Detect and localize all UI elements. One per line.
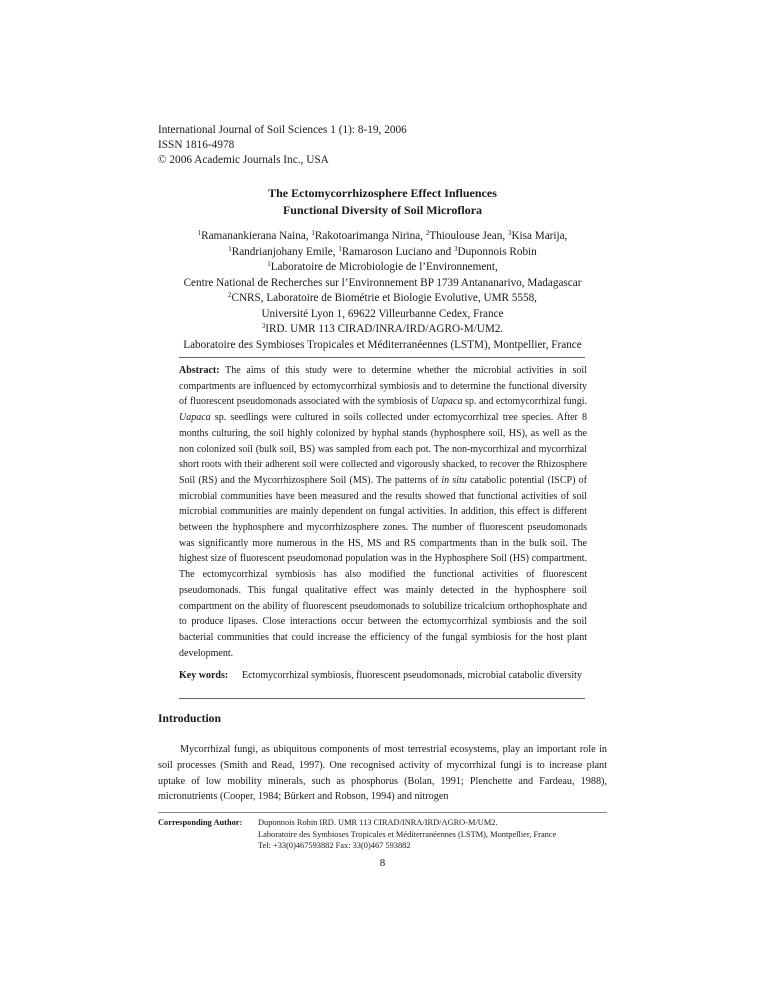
abstract-term: in situ: [441, 474, 467, 486]
keywords-bottom-rule: [179, 698, 585, 699]
abstract-top-rule: [179, 357, 585, 358]
author-affiliation-mark: 1: [197, 229, 202, 237]
affiliation-mark: 1: [267, 260, 271, 268]
affiliation-2-line-1: [0, 291, 765, 307]
affiliation-1-line-2: Centre National de Recherches sur l’Environnement BP 1739 Antananarivo, Madagascar: [183, 276, 582, 289]
affiliation-mark: 2: [228, 291, 232, 299]
author-name: Thioulouse Jean,: [429, 230, 508, 242]
corresponding-author-label: Corresponding Author:: [158, 818, 243, 827]
abstract-text: catabolic potential (ISCP) of microbial communities have been measured and the results showed that functional activities of soil microbial communities are mainly dependent on fungal activities. In addition, this effect is different between the hyphosphere and mycorrhizosphere zones. The number of fluorescent pseudomonads was significantly more numerous in the HS, MS and RS compartments than in the bulk soil. The highest size of fluorescent pseudomonad population was in the Hyphosphere Soil (HS) compartment. The ectomycorrhizal symbiosis has also modified the functional activities of fluorescent pseudomonads. This fungal qualitative effect was mainly detected in the hyphosphere soil compartment on the ability of fluorescent pseudomonads to solubilize tricalcium orthophosphate and to produce lipases. Close interactions occur between the ectomycorrhizal symbiosis and the soil bacterial communities that could increase the efficiency of the fungal symbiosis for the host plant development.: [179, 474, 587, 659]
abstract-genus: Uapaca: [430, 396, 463, 408]
author-name: Randrianjohany Emile,: [231, 245, 339, 258]
author-line-1: [0, 229, 765, 245]
author-name: Duponnois Robin: [457, 245, 537, 258]
keywords-text: Ectomycorrhizal symbiosis, fluorescent pseudomonads, microbial catabolic diversity: [242, 670, 582, 681]
page-number: 8: [379, 857, 386, 869]
author-affiliation-mark: 1: [311, 229, 315, 237]
journal-header: [158, 123, 407, 168]
author-affiliation-mark: 2: [425, 229, 430, 237]
affiliation-text: CNRS, Laboratoire de Biométrie et Biologie Evolutive, UMR 5558,: [231, 292, 537, 304]
author-line-2: [0, 245, 765, 261]
footnote-rule: [158, 812, 607, 813]
corresponding-author-line-2: Laboratoire des Symbioses Tropicales et Méditerranéennes (LSTM), Montpellier, France: [258, 829, 557, 839]
abstract-text: sp. and ectomycorrhizal fungi.: [462, 396, 588, 408]
author-block: [0, 229, 765, 353]
affiliation-text: Laboratoire de Microbiologie de l’Environnement,: [270, 261, 498, 273]
abstract: [179, 363, 587, 661]
affiliation-mark: 3: [261, 322, 266, 330]
journal-copyright: © 2006 Academic Journals Inc., USA: [158, 154, 329, 166]
abstract-label: Abstract:: [179, 365, 220, 376]
corresponding-author-line-3: Tel: +33(0)467593882 Fax: 33(0)467 593882: [258, 841, 411, 850]
journal-citation: International Journal of Soil Sciences 1 (1): 8-19, 2006: [158, 124, 407, 136]
author-affiliation-mark: 1: [228, 244, 232, 253]
author-name: Rakotoarimanga Nirina,: [314, 230, 426, 242]
author-name: Ramanankierana Naina,: [201, 230, 312, 242]
keywords-label: Key words:: [179, 670, 229, 681]
abstract-text: sp. seedlings were cultured in soils collected under ectomycorrhizal tree species. After 8 months culturing, the soil highly colonized by hyphal stands (hyphosphere soil, HS), as well as the non colonized soil (bulk soil, BS) was sampled from each pot. The non-mycorrhizal and mycorrhizal short roots with their adherent soil were collected and vigorously shacked, to recover the Rhizosphere Soil (RS) and the Mycorrhizosphere Soil (MS). The patterns of: [179, 412, 587, 486]
affiliation-2-line-2: Université Lyon 1, 69622 Villeurbanne Cedex, France: [261, 307, 504, 320]
title-line-1: The Ectomycorrhizosphere Effect Influences: [268, 186, 497, 200]
introduction-paragraph: Mycorrhizal fungi, as ubiquitous components of most terrestrial ecosystems, play an important role in soil processes (Smith and Read, 1997). One recognised activity of mycorrhizal fungi is to increase plant uptake of low mobility minerals, such as phosphorus (Bolan, 1991; Plenchette and Fardeau, 1988), micronutrients (Cooper, 1984; Bürkert and Robson, 1994) and nitrogen: [158, 744, 607, 803]
author-affiliation-mark: 3: [453, 244, 458, 253]
abstract-genus: Uapaca: [179, 412, 211, 424]
author-affiliation-mark: 3: [507, 229, 512, 237]
affiliation-3-line-2: Laboratoire des Symbioses Tropicales et Méditerranéennes (LSTM), Montpellier, France: [183, 338, 582, 351]
paper-title: [0, 185, 765, 219]
author-name: Ramaroson Luciano and: [341, 245, 454, 258]
title-line-2: Functional Diversity of Soil Microflora: [282, 203, 483, 217]
affiliation-text: IRD. UMR 113 CIRAD/INRA/IRD/AGRO-M/UM2.: [265, 323, 504, 335]
abstract-text: The aims of this study were to determine whether the microbial activities in soil compartments are influenced by ectomycorrhizal symbiosis and to determine the functional diversity of fluorescent pseudomonads associated with the symbiosis of: [179, 365, 587, 408]
introduction-heading: Introduction: [158, 712, 221, 725]
author-affiliation-mark: 1: [338, 244, 342, 253]
author-name: Kisa Marija,: [511, 230, 568, 242]
affiliation-3-line-1: [0, 322, 765, 338]
corresponding-author-line-1: Duponnois Robin IRD. UMR 113 CIRAD/INRA/IRD/AGRO-M/UM2.: [258, 818, 498, 827]
corresponding-author-details: [258, 817, 556, 852]
journal-issn: ISSN 1816-4978: [158, 139, 235, 151]
introduction-body: [158, 742, 607, 805]
affiliation-1-line-1: [0, 260, 765, 276]
